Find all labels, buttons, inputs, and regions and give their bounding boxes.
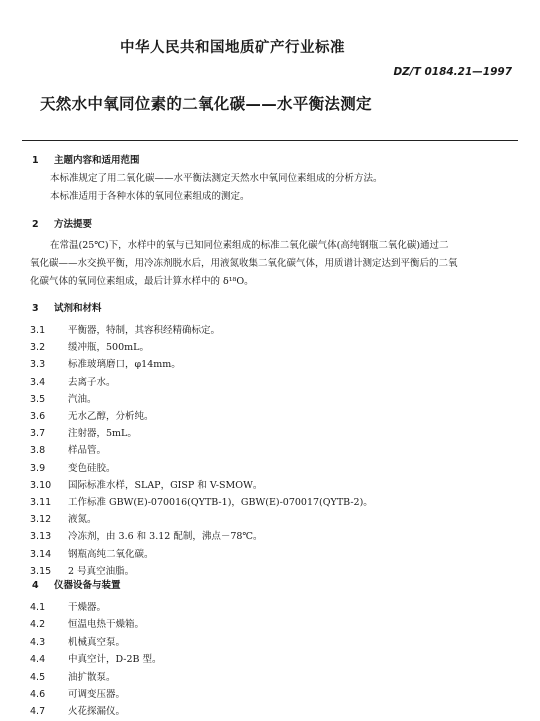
item-text: 变色硅胶。	[68, 462, 116, 474]
item-text: 机械真空泵。	[68, 636, 126, 648]
title-divider	[22, 140, 518, 141]
section-1-heading	[32, 152, 140, 166]
list-item	[30, 460, 116, 474]
item-number: 3.1	[30, 325, 46, 336]
section-title: 试剂和材料	[54, 303, 102, 314]
item-number: 4.5	[30, 671, 46, 683]
item-number: 4.4	[30, 654, 46, 666]
list-item	[30, 616, 144, 630]
list-item	[30, 686, 125, 700]
list-item	[30, 563, 134, 577]
section-number: 1	[32, 155, 39, 166]
section-2-line-3: 化碳气体的氧同位素组成，最后计算水样中的 δ¹⁸O。	[30, 276, 254, 287]
item-number: 3.8	[30, 445, 46, 457]
item-text: 油扩散泵。	[68, 671, 116, 683]
document-title: 天然水中氧同位素的二氧化碳——水平衡法测定	[40, 95, 372, 113]
item-text: 标准玻璃磨口，φ14mm。	[68, 359, 181, 371]
item-text: 国际标准水样，SLAP，GISP 和 V-SMOW。	[68, 479, 263, 491]
list-item	[30, 669, 116, 683]
item-text: 样品管。	[68, 445, 107, 457]
section-1-line-1: 本标准规定了用二氧化碳——水平衡法测定天然水中氧同位素组成的分析方法。	[50, 173, 383, 184]
list-item	[30, 511, 97, 525]
section-title: 方法提要	[54, 219, 93, 230]
section-2-heading	[32, 216, 92, 230]
list-item	[30, 546, 154, 560]
item-number: 4.3	[30, 636, 46, 648]
section-2-line-1: 在常温(25℃)下，水样中的氧与已知同位素组成的标准二氧化碳气体(高纯钢瓶二氧化碳)通过二	[50, 240, 449, 251]
item-text: 可调变压器。	[68, 689, 126, 700]
section-4-heading	[32, 577, 121, 591]
issuing-organization: 中华人民共和国地质矿产行业标准	[120, 40, 345, 56]
item-text: 钢瓶高纯二氧化碳。	[68, 548, 154, 560]
item-text: 无水乙醇，分析纯。	[68, 411, 154, 422]
list-item	[30, 599, 106, 613]
section-number: 3	[32, 303, 39, 314]
item-text: 干燥器。	[68, 602, 107, 613]
list-item	[30, 703, 125, 717]
item-number: 3.9	[30, 462, 46, 474]
item-text: 液氮。	[68, 514, 97, 526]
item-text: 平衡器，特制，其容积经精确标定。	[68, 325, 221, 336]
item-number: 3.12	[30, 514, 52, 526]
item-number: 3.3	[30, 359, 46, 371]
list-item	[30, 494, 373, 508]
item-text: 汽油。	[68, 393, 97, 405]
list-item	[30, 356, 181, 370]
section-1-line-2: 本标准适用于各种水体的氧同位素组成的测定。	[50, 191, 250, 202]
list-item	[30, 442, 106, 456]
item-number: 3.5	[30, 393, 46, 405]
standard-code: DZ/T 0184.21—1997	[393, 66, 512, 78]
item-number: 3.15	[30, 565, 52, 577]
item-number: 4.2	[30, 619, 46, 631]
item-number: 3.2	[30, 342, 46, 354]
section-title: 主题内容和适用范围	[54, 155, 140, 166]
list-item	[30, 477, 262, 491]
list-item	[30, 651, 162, 665]
list-item	[30, 322, 220, 336]
list-item	[30, 339, 149, 353]
item-number: 4.6	[30, 689, 46, 700]
item-number: 3.10	[30, 479, 52, 491]
item-number: 3.14	[30, 548, 52, 560]
item-number: 3.7	[30, 428, 46, 440]
section-number: 4	[32, 580, 39, 591]
item-number: 3.4	[30, 376, 46, 388]
item-text: 注射器，5mL。	[68, 428, 137, 440]
item-number: 3.6	[30, 411, 46, 422]
section-number: 2	[32, 219, 39, 230]
item-text: 2 号真空油脂。	[68, 565, 135, 577]
list-item	[30, 408, 154, 422]
item-number: 4.1	[30, 602, 46, 613]
section-3-heading	[32, 300, 102, 314]
item-text: 去离子水。	[68, 376, 116, 388]
item-text: 缓冲瓶，500mL。	[68, 342, 149, 354]
list-item	[30, 425, 137, 439]
section-title: 仪器设备与装置	[54, 580, 121, 591]
item-text: 工作标准 GBW(E)-070016(QYTB-1)，GBW(E)-070017(QYTB-2)。	[68, 497, 373, 508]
item-text: 恒温电热干燥箱。	[68, 619, 145, 631]
list-item	[30, 374, 116, 388]
section-2-line-2: 氧化碳——水交换平衡，用冷冻剂脱水后，用液氮收集二氧化碳气体，用质谱计测定达到平衡后的二氧	[30, 258, 458, 269]
item-text: 冷冻剂，由 3.6 和 3.12 配制，沸点－78℃。	[68, 531, 263, 543]
list-item	[30, 391, 97, 405]
item-number: 3.13	[30, 531, 52, 543]
list-item	[30, 634, 125, 648]
item-text: 火花探漏仪。	[68, 706, 126, 718]
item-text: 中真空计，D-2B 型。	[68, 654, 162, 666]
list-item	[30, 528, 263, 542]
item-number: 3.11	[30, 497, 52, 508]
item-number: 4.7	[30, 706, 46, 718]
